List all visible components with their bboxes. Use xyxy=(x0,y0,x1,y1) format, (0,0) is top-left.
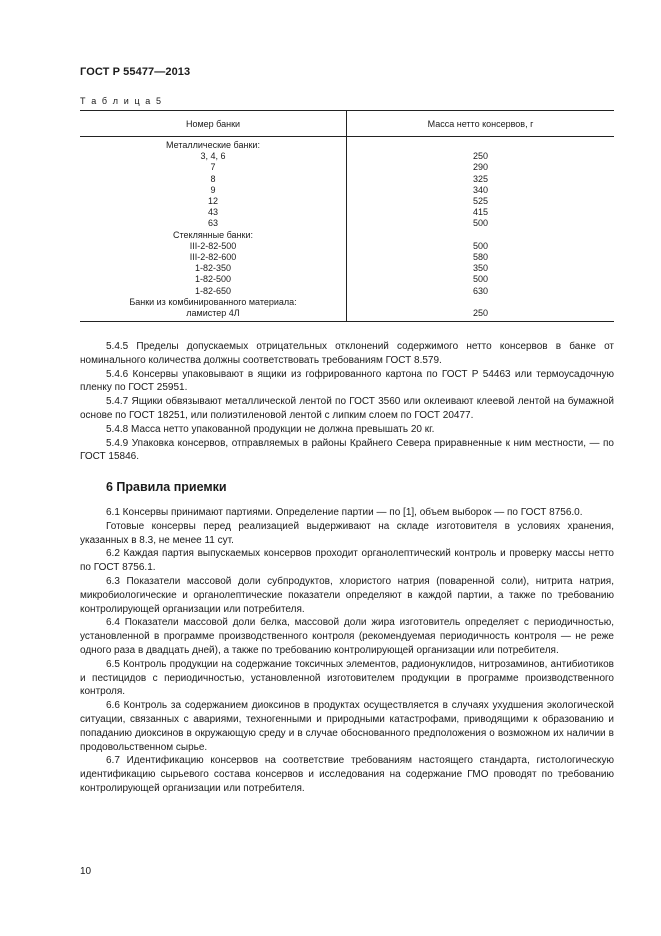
cell-can-number: Банки из комбинированного материала: xyxy=(80,297,347,308)
cell-can-number: 7 xyxy=(80,162,347,173)
cell-net-mass xyxy=(347,137,615,152)
cell-can-number: Стеклянные банки: xyxy=(80,230,347,241)
net-mass-table xyxy=(80,110,614,322)
cell-net-mass: 350 xyxy=(472,263,489,274)
table-row xyxy=(80,137,614,152)
paragraph: 6.4 Показатели массовой доли белка, массовой доли жира изготовитель определяет с периодичностью, установленной в программе производственного контроля (рекомендуемая периодичность контроля — не реже одного раза в двадцать дней), а также по требованию контролирующей организации или потребителя. xyxy=(80,617,614,656)
cell-net-mass xyxy=(347,297,615,308)
cell-can-number: 1-82-500 xyxy=(80,274,347,285)
cell-net-mass: 250 xyxy=(472,151,489,162)
table-row xyxy=(80,207,614,218)
paragraph: 5.4.5 Пределы допускаемых отрицательных отклонений содержимого нетто консервов в банке от номинального количества должны соответствовать требованиям ГОСТ 8.579. xyxy=(80,341,614,366)
cell-net-mass: 325 xyxy=(472,173,489,184)
table-row xyxy=(80,297,614,308)
cell-can-number: III-2-82-600 xyxy=(80,252,347,263)
paragraph: 6.1 Консервы принимают партиями. Определение партии — по [1], объем выборок — по ГОСТ 8756.0. xyxy=(106,506,583,518)
cell-net-mass xyxy=(347,230,615,241)
cell-can-number: 63 xyxy=(80,218,347,229)
cell-can-number: 1-82-350 xyxy=(80,263,347,274)
cell-can-number: 9 xyxy=(80,185,347,196)
column-header-net-mass: Масса нетто консервов, г xyxy=(347,111,615,137)
cell-net-mass: 500 xyxy=(472,274,489,285)
cell-can-number: 3, 4, 6 xyxy=(80,151,347,162)
page-number: 10 xyxy=(80,866,92,877)
paragraph: 6.7 Идентификацию консервов на соответствие требованиям настоящего стандарта, гистологическую идентификацию сырьевого состава консервов и исследования на содержание ГМО проводят по требованию контролирующей организации или потребителя. xyxy=(80,755,614,794)
cell-net-mass: 290 xyxy=(472,162,489,173)
table-row xyxy=(80,185,614,196)
document-header: ГОСТ Р 55477—2013 xyxy=(80,66,191,78)
section-heading: 6 Правила приемки xyxy=(106,480,227,495)
paragraph: 6.5 Контроль продукции на содержание токсичных элементов, радионуклидов, нитрозаминов, антибиотиков и пестицидов с периодичностью, установленной изготовителем продукции в программе производственного контроля. xyxy=(80,658,614,698)
table-row xyxy=(80,174,614,185)
paragraph: 5.4.8 Масса нетто упакованной продукции не должна превышать 20 кг. xyxy=(106,423,435,435)
table-row xyxy=(80,241,614,252)
paragraphs-section-6 xyxy=(80,506,614,796)
table-row xyxy=(80,274,614,285)
table-row xyxy=(80,162,614,173)
cell-net-mass: 500 xyxy=(472,240,489,251)
cell-net-mass: 340 xyxy=(472,184,489,195)
cell-net-mass: 580 xyxy=(472,252,489,263)
table-row xyxy=(80,286,614,297)
cell-net-mass: 415 xyxy=(472,207,489,218)
table-row xyxy=(80,151,614,162)
table-row xyxy=(80,263,614,274)
table-row xyxy=(80,308,614,322)
paragraph: 6.2 Каждая партия выпускаемых консервов проходит органолептический контроль и проверку массы нетто по ГОСТ 8756.1. xyxy=(80,548,614,574)
cell-net-mass: 500 xyxy=(472,218,489,229)
cell-can-number: 8 xyxy=(80,174,347,185)
table-row xyxy=(80,252,614,263)
cell-net-mass: 630 xyxy=(472,285,489,296)
cell-can-number: 12 xyxy=(80,196,347,207)
table-label: Т а б л и ц а 5 xyxy=(80,96,163,106)
cell-net-mass: 250 xyxy=(347,308,615,322)
table-row xyxy=(80,230,614,241)
paragraph: 6.6 Контроль за содержанием диоксинов в продуктах осуществляется в случаях ухудшения экологической ситуации, связанных с авариями, техногенными и природными катастрофами, приводящими к образованию и попаданию диоксинов в окружающую среду и в случае обоснованного предположения о возможном их наличии в продовольственном сырье. xyxy=(80,700,614,753)
cell-can-number: III-2-82-500 xyxy=(80,241,347,252)
cell-can-number: 1-82-650 xyxy=(80,286,347,297)
cell-can-number: Металлические банки: xyxy=(80,137,347,152)
paragraph: 6.3 Показатели массовой доли субпродуктов, хлористого натрия (поваренной соли), нитрита натрия, микробиологические и органолептические показатели определяют в каждой партии, а также по требованию контролирующей организации или потребителя. xyxy=(80,575,614,615)
paragraph: 5.4.9 Упаковка консервов, отправляемых в районы Крайнего Севера приравненные к ним местности, — по ГОСТ 15846. xyxy=(80,437,614,463)
table-body xyxy=(80,137,614,322)
cell-can-number: 43 xyxy=(80,207,347,218)
table-header-row xyxy=(80,111,614,137)
body-text xyxy=(80,340,614,796)
cell-can-number: ламистер 4Л xyxy=(80,308,347,322)
paragraph: Готовые консервы перед реализацией выдерживают на складе изготовителя в условиях хранения, указанных в 8.3, не менее 11 сут. xyxy=(80,520,614,546)
paragraph: 5.4.7 Ящики обвязывают металлической лентой по ГОСТ 3560 или оклеивают клеевой лентой на бумажной основе по ГОСТ 18251, или полиэтиленовой лентой с липким слоем по ГОСТ 20477. xyxy=(80,396,614,421)
paragraphs-section-5-4 xyxy=(80,340,614,464)
cell-net-mass: 525 xyxy=(472,196,489,207)
paragraph: 5.4.6 Консервы упаковывают в ящики из гофрированного картона по ГОСТ Р 54463 или термоусадочную пленку по ГОСТ 25951. xyxy=(80,368,614,394)
column-header-can-number: Номер банки xyxy=(80,111,347,137)
table-row xyxy=(80,196,614,207)
table-row xyxy=(80,218,614,229)
